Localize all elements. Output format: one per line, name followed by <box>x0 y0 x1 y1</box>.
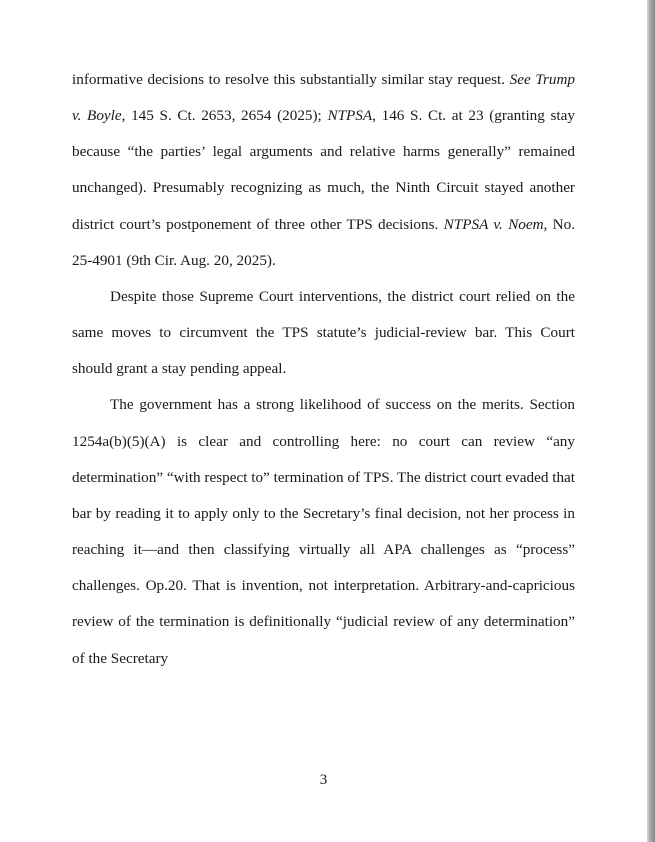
case-citation-italic: See Trump v. Boyle <box>72 71 576 125</box>
text-segment: Despite those Supreme Court interventions, the district court relied on the same moves to circumvent the TPS statute’s judicial-review bar. This Court should grant a stay pending appeal. <box>72 287 575 378</box>
text-segment: , 145 S. Ct. 2653, 2654 (2025); <box>121 107 328 125</box>
paragraph-supreme-court-interventions <box>72 279 575 387</box>
text-segment: The government has a strong likelihood of success on the merits. Section 1254a(b)(5)(A) is clear and controlling here: no court can review “any determination” “with respect to” termination of TPS. The district court evaded that bar by reading it to apply only to the Secretary’s final decision, not her process in reaching it—and then classifying virtually all APA challenges as “process” challenges. Op.20. That is invention, not interpretation. Arbitrary-and-capricious review of the termination is definitionally “judicial review of any determination” of the Secretary <box>72 396 576 667</box>
page-body <box>72 62 575 677</box>
text-segment: , 146 S. Ct. at 23 (granting stay because “the parties’ legal arguments and relative harms generally” remained unchanged). Presumably recognizing as much, the Ninth Circuit stayed another district court’s postponement of three other TPS decisions. <box>72 107 575 233</box>
viewer-page-edge-shadow <box>647 0 655 842</box>
paragraph-likelihood-of-success <box>72 387 575 676</box>
case-citation-italic: NTPSA <box>327 107 373 125</box>
page-number: 3 <box>319 772 328 788</box>
paragraph-continued <box>72 62 575 279</box>
text-segment: informative decisions to resolve this substantially similar stay request. <box>72 71 510 88</box>
case-citation-italic: NTPSA v. Noem <box>443 215 544 233</box>
text-segment: , No. 25-4901 (9th Cir. Aug. 20, 2025). <box>72 215 576 269</box>
